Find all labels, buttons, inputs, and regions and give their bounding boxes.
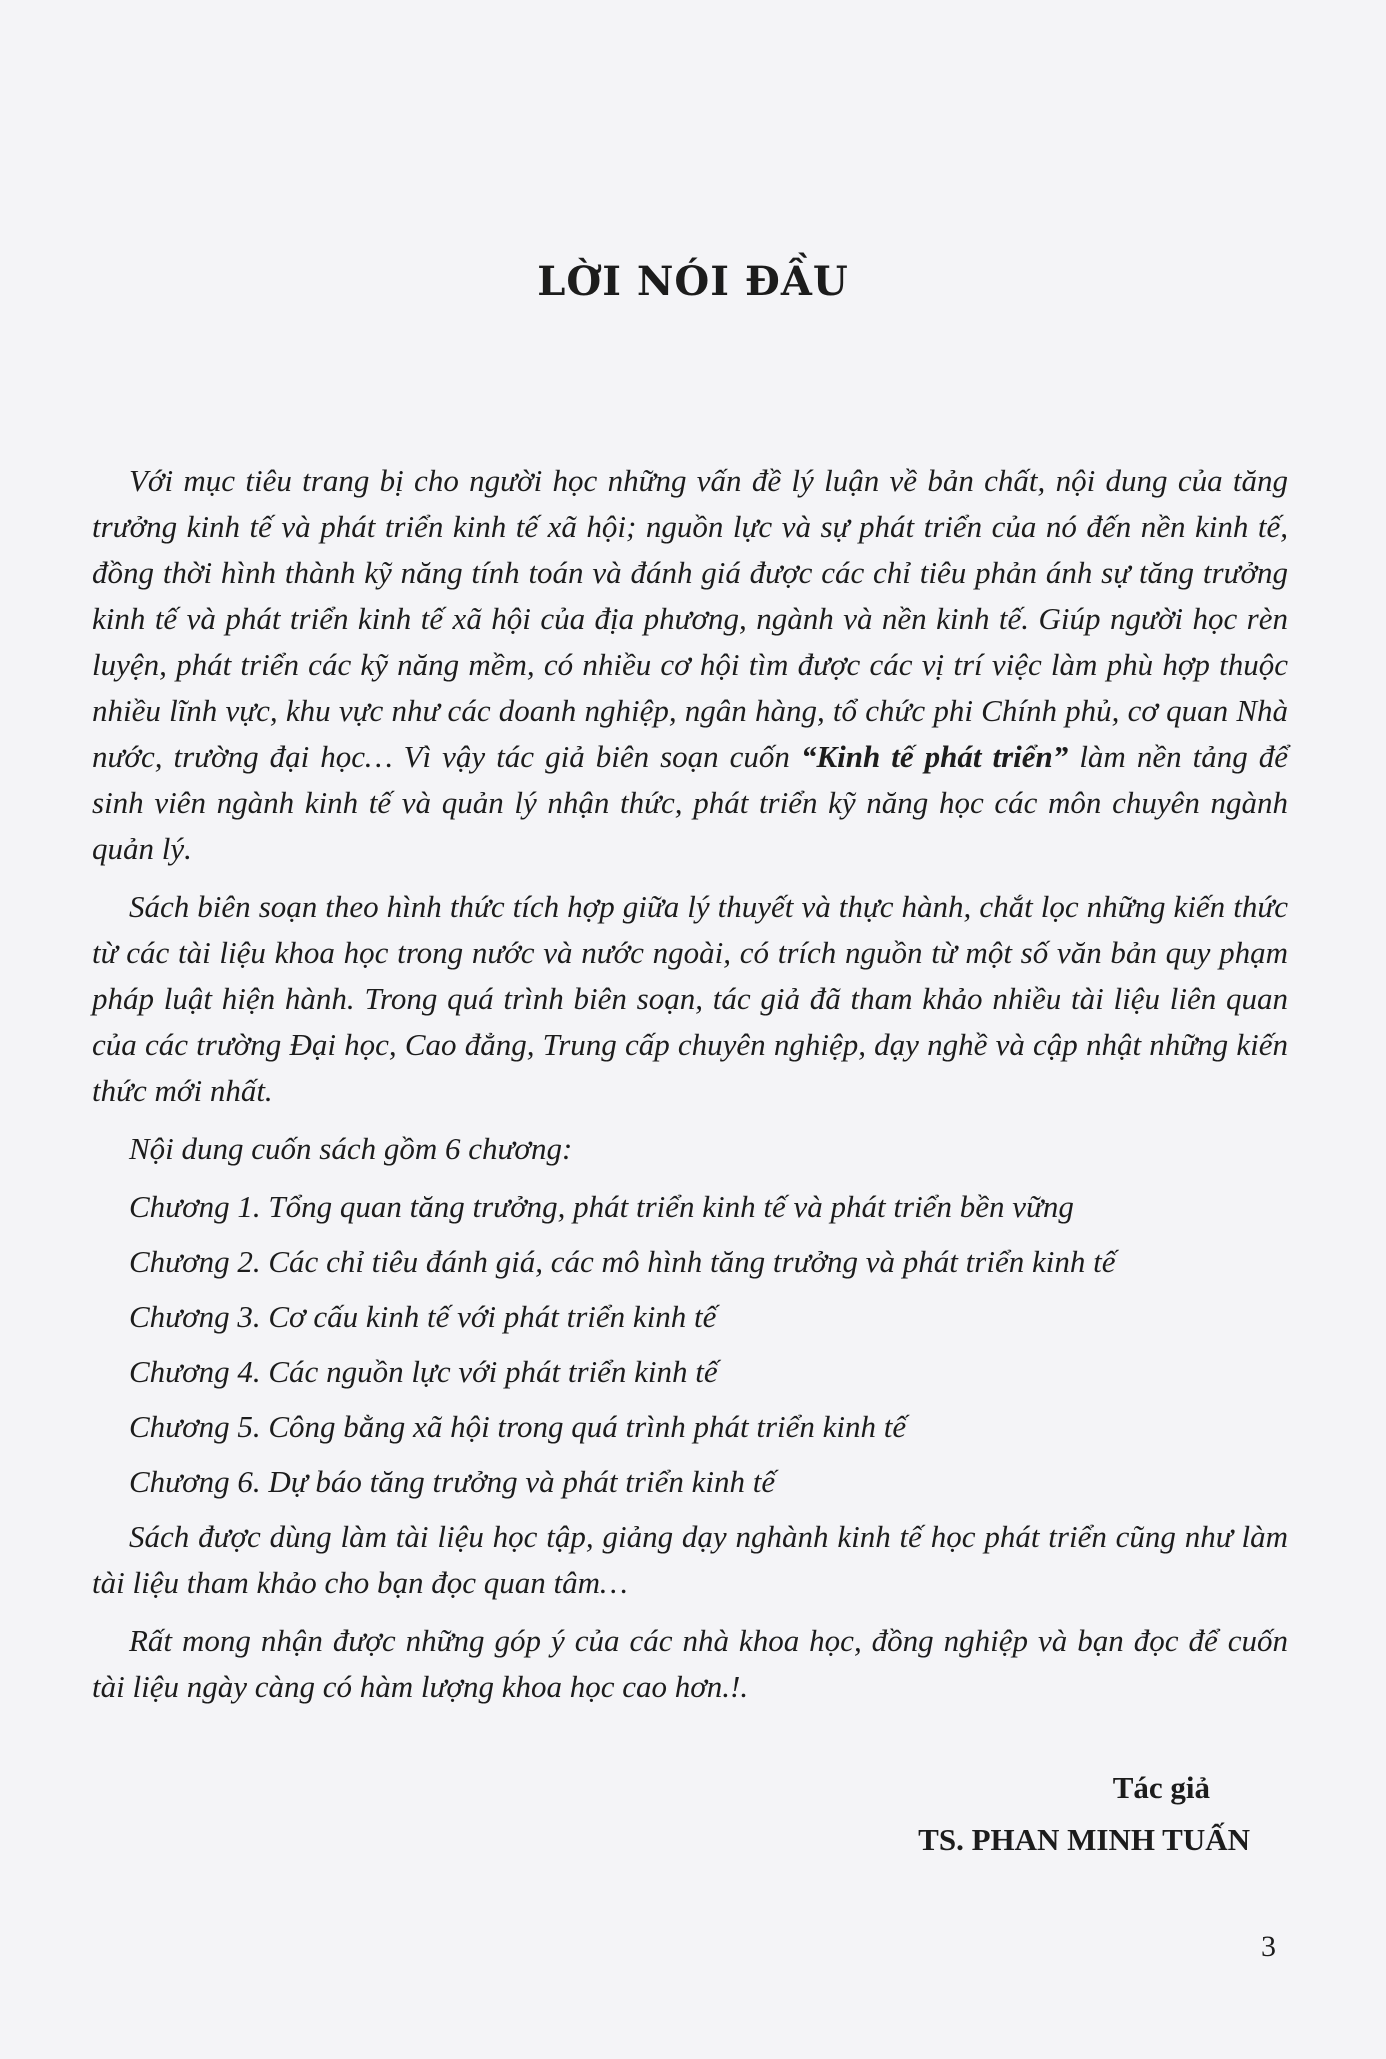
paragraph-2: Sách biên soạn theo hình thức tích hợp giữa lý thuyết và thực hành, chắt lọc những kiến thức từ các tài liệu khoa học trong nước và nước ngoài, có trích nguồn từ một số văn bản quy phạm pháp luật hiện hành. Trong quá trình biên soạn, tác giả đã tham khảo nhiều tài liệu liên quan của các trường Đại học, Cao đẳng, Trung cấp chuyên nghiệp, dạy nghề và cập nhật những kiến thức mới nhất. [92, 889, 1288, 1108]
chapter-item: Chương 2. Các chỉ tiêu đánh giá, các mô hình tăng trưởng và phát triển kinh tế [129, 1244, 1116, 1279]
chapter-item: Chương 6. Dự báo tăng trưởng và phát triển kinh tế [129, 1464, 776, 1499]
paragraph-1-intro: Với mục tiêu trang bị cho người học những vấn đề lý luận về bản chất, nội dung của tăng trưởng kinh tế và phát triển kinh tế xã hội; nguồn lực và sự phát triển của nó đến nền kinh tế, đồng thời hình thành kỹ năng tính toán và đánh giá được các chỉ tiêu phản ánh sự tăng trưởng kinh tế và phát triển kinh tế xã hội của địa phương, ngành và nền kinh tế. Giúp người học rèn luyện, phát triển các kỹ năng mềm, có nhiều cơ hội tìm được các vị trí việc làm phù hợp thuộc nhiều lĩnh vực, khu vực như các doanh nghiệp, ngân hàng, tổ chức phi Chính phủ, cơ quan Nhà nước, trường đại học… Vì vậy tác giả biên soạn cuốn [92, 463, 1288, 774]
paragraph-4: Sách được dùng làm tài liệu học tập, giảng dạy nghành kinh tế học phát triển cũng như làm tài liệu tham khảo cho bạn đọc quan tâm… [92, 1519, 1288, 1600]
chapter-item: Chương 3. Cơ cấu kinh tế với phát triển kinh tế [129, 1299, 717, 1334]
author-name: TS. PHAN MINH TUẤN [918, 1822, 1250, 1857]
chapter-item: Chương 4. Các nguồn lực với phát triển kinh tế [129, 1354, 718, 1389]
paragraph-3: Nội dung cuốn sách gồm 6 chương: [129, 1131, 573, 1166]
chapter-item: Chương 5. Công bằng xã hội trong quá trình phát triển kinh tế [129, 1409, 907, 1444]
paragraph-1-rest: làm nền tảng để sinh viên ngành kinh tế và quản lý nhận thức, phát triển kỹ năng học các môn chuyên ngành quản lý. [92, 739, 1288, 866]
page-title: LỜI NÓI ĐẦU [537, 258, 849, 305]
preface-body [92, 458, 1288, 1722]
book-title: “Kinh tế phát triển” [800, 739, 1069, 774]
author-role: Tác giả [1112, 1770, 1210, 1805]
chapter-item: Chương 1. Tổng quan tăng trưởng, phát triển kinh tế và phát triển bền vững [129, 1189, 1074, 1224]
page-number: 3 [1261, 1930, 1276, 1963]
paragraph-1 [92, 458, 1288, 872]
paragraph-5: Rất mong nhận được những góp ý của các nhà khoa học, đồng nghiệp và bạn đọc để cuốn tài liệu ngày càng có hàm lượng khoa học cao hơn.!. [92, 1623, 1288, 1704]
